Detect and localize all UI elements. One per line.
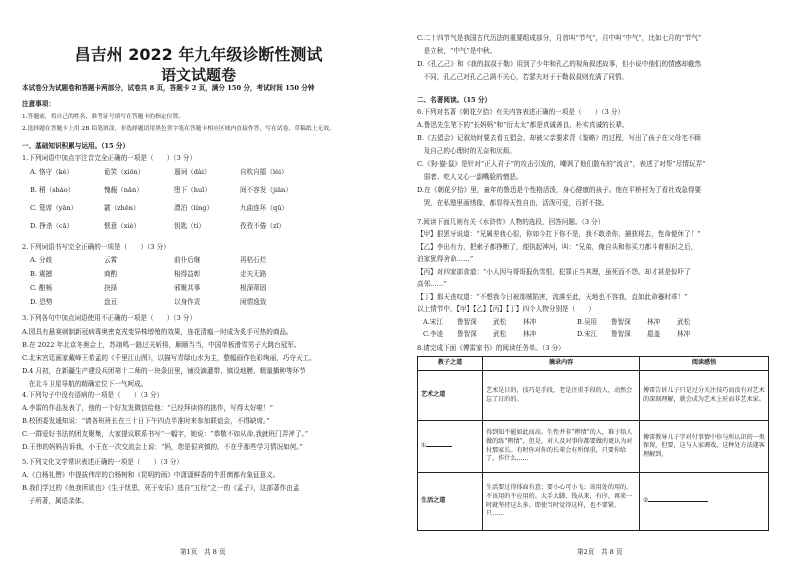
question-stem: 7.阅读下面几则有关《水浒传》人物的选段，回答问题。（3 分） <box>417 218 605 226</box>
text-line: B.校团委发通知说：“请各班班长在三十日下午四点半准时来参加联谊会，不得缺席。” <box>22 417 270 425</box>
option-cell: 鲁智深 <box>457 330 477 338</box>
text-line: D.王伟的妈妈告诉我，小王在一次交流会上说：“妈，您是很宾慎的，不在乎那些学习情况如何。” <box>22 443 303 451</box>
question-stem: 4.下列句子中没有语病的一项是（ ）（3 分） <box>22 391 164 399</box>
option-cell: 武松 <box>677 318 691 326</box>
option-cell: A.宋江 <box>423 318 444 326</box>
text-line: 不同，孔乙己对孔乙己满不关心，若瑟夫对于于勒叔叔则充满了同情。 <box>417 73 628 81</box>
text-line: 【丙】对四家部食道：“小人因与哥哥报仇雪恨，犯罪正当其理，虽死而不怨。却才甚是惊吓了 <box>417 267 691 276</box>
page-footer: 第2页 共 8 页 <box>577 548 623 556</box>
option-cell: A. 恪守（kè） <box>30 168 74 176</box>
text-line: 弱者、吃人又心一副嘴脸的憎恶。 <box>417 173 523 181</box>
text-line: 及自己的心理时的无奈和厌烦。 <box>417 147 516 155</box>
option-cell: 诡笑（xiōn） <box>104 168 145 176</box>
table-header-row <box>418 357 769 371</box>
text-line: 在北斗卫星导航的精确定位下一气呵成。 <box>22 380 148 388</box>
option-cell: 走夫无路 <box>240 270 267 278</box>
excerpt-cell: 生活要过得体面有意；要小心可小飞；该用处的用的，不该用的不应用的。大手大脚，钱从来，有序，再来一时就坚持这么多。即使当时觉得这样，也不要紧，只…… <box>483 473 640 531</box>
text-line: 哭，在私塾里画绣像，都显得天性自由，活泼可爱，百折不挠。 <box>417 199 609 207</box>
option-cell: 间不容发（jiān） <box>240 186 292 194</box>
notice-item: 2.选择题在答题卡上用 2B 铅笔填涂，非选择题请用黑色签字笔在答题卡相应区域内直接作答，写在试卷、草稿纸上无效。 <box>22 126 335 132</box>
option-cell: 商酌 <box>104 270 118 278</box>
text-line: D.在《朝花夕拾》里，童年的鲁迅是个性格活泼，身心健康的孩子。他在平桥村为了看社戏急得要 <box>417 186 702 194</box>
text-line: A.鲁迅先生笔下的“长妈妈”和“衍太太”都是真诚善良、朴实真诚的长辈。 <box>417 121 629 129</box>
question-stem: 1.下列词语中加点字注音完全正确的一项是（ ）（3 分） <box>22 154 197 162</box>
option-cell: 盘亘 <box>104 298 118 306</box>
text-line: D.《孔乙己》和《我的叔叔于勒》用到了少年和孔乙的视角叙述故事，但小说中他们的情感却截然 <box>417 60 702 68</box>
option-cell: 钥匙（tí） <box>174 222 206 230</box>
table-row <box>418 421 769 473</box>
text-line: B.《五猖会》记叙幼时要去看五猖会，却被父亲要求背《鉴略》的过程，写出了孩子在父母宅不顾 <box>417 134 701 142</box>
text-line: 泊家犹得舍命……” <box>417 255 474 263</box>
option-cell: D.宋江 <box>577 330 598 338</box>
right-page <box>397 0 794 561</box>
option-cell: 自吹自擂（lèi） <box>240 168 288 176</box>
text-line: 高邻……” <box>417 280 447 288</box>
answer-blank-1[interactable]: ① <box>418 421 483 473</box>
option-cell: 鲁智深 <box>457 318 477 326</box>
option-cell: B. 震撼 <box>30 270 53 278</box>
option-cell: 鲁智深 <box>611 330 631 338</box>
exam-title: 昌吉州 2022 年九年级诊断性测试 <box>74 45 323 64</box>
section-heading: 二、名著阅读。（15 分） <box>417 96 492 104</box>
insight-cell: 傅雷教导儿子学对付事情中你与所认识的一类保留，但要，这与人家调戏，这种处方法遂客理解到。 <box>640 421 769 473</box>
option-cell: 漂泊（líng） <box>174 204 214 212</box>
option-cell: 林冲 <box>523 318 537 326</box>
option-cell: D. 恐势 <box>30 298 53 306</box>
text-line: 是立秋，“中气”是中秋。 <box>417 47 497 55</box>
option-cell: B. 稍（shào） <box>30 186 75 194</box>
option-cell: 堕下（huī） <box>174 186 211 194</box>
text-line: 【丁】那天丧叹道：“不想我今日被那贼陷害，流落至此，天地也不容我，直如此命蹇时乖！” <box>417 292 688 301</box>
exam-subtitle: 语文试题卷 <box>160 66 236 84</box>
option-cell: 以身作责 <box>174 298 201 306</box>
text-line: C.一群爱好书法的团友聚集，大家提议联系书写“一幅字，她说：“恭敬不如从命,我就班门弄斧了。” <box>22 430 309 438</box>
text-line: 子所著，属语录体。 <box>22 497 88 505</box>
exam-info: 本试卷分为试题卷和答题卡两部分，试卷共 8 页，答题卡 2 页，满分 150 分，考试时间 150 分钟 <box>22 84 315 92</box>
section-heading: 一、基础知识积累与运用。（15 分） <box>22 142 130 150</box>
notice-heading: 注意事项： <box>22 100 55 108</box>
row-label: 艺术之道 <box>418 371 483 421</box>
option-cell: B.吴用 <box>577 318 598 326</box>
text-line: C.二十四节气是我国古代历法的重要组成部分，月首叫“节气”，月中叫“中气”，比如七月的“节气” <box>417 34 702 42</box>
table-header: 教子之道 <box>418 357 483 371</box>
option-cell: 抉择 <box>104 284 118 292</box>
excerpt-cell: 得到知不能如此而高。生性并非“辨情”的人，难于给人做的练“辨情”，但是，对人及对事你都要做的更认为对付那家长。有时你对你的长辈会有所保重，只要你给了，作什么…… <box>483 421 640 473</box>
option-cell: 惬意（xiè） <box>104 222 141 230</box>
table-row <box>418 371 769 421</box>
option-cell: A. 分歧 <box>30 256 53 264</box>
option-cell: 前仆后继 <box>174 256 201 264</box>
text-line: C.《狗·猫·鼠》是针对“正人君子”的攻击引发的，嘲讽了他们散布的“流言”，表述了对帮“尽情玩弄” <box>417 160 706 168</box>
option-cell: C. 筵席（yān） <box>30 204 78 212</box>
text-line: 【乙】李出有力，把索子都挣断了，便执起神河，叫：“兄弟，俺自头和你买刀都斗着相识之后， <box>417 242 698 251</box>
option-cell: 林冲 <box>523 330 537 338</box>
option-cell: 武松 <box>493 318 507 326</box>
question-stem: 2.下列词语书写完全正确的一项是（ ）（3 分） <box>22 243 170 251</box>
page-footer: 第1页 共 8 页 <box>180 548 226 556</box>
option-cell: 鲁智深 <box>611 318 631 326</box>
option-cell: 相得益彰 <box>174 270 201 278</box>
text-line: C.北宋宫廷画家戴峰王希孟的《千里江山图》，以描写青绿山水为主，整幅画作色彩绚丽，巧夺天工。 <box>22 354 316 362</box>
option-cell: 林冲 <box>677 330 691 338</box>
option-cell: 愧赧（nǎn） <box>104 186 143 194</box>
option-cell: 霰（zhēn） <box>104 204 140 212</box>
option-cell: 孜孜不倦（zī） <box>240 222 286 230</box>
question-stem: 8.请完成下面《傅雷家书》的阅读任务单。（3 分） <box>417 344 565 352</box>
row-label: 生活之道 <box>418 473 483 531</box>
option-cell: 云霄 <box>104 256 118 264</box>
option-cell: 遏词（dài） <box>174 168 211 176</box>
option-cell: 扈盖 <box>647 330 661 338</box>
table-header: 摘录内容 <box>483 357 640 371</box>
question-stem: 3.下列各句中加点词语使用不正确的一项是（ ）（3 分） <box>22 314 197 322</box>
text-line: B.我们学过的《鱼我所欲也》《生于忧患，死于安乐》选自“五经”之一的《孟子》，这部著作由孟 <box>22 484 300 492</box>
answer-blank-2[interactable]: ② <box>640 473 769 531</box>
option-cell: 再枯石烂 <box>240 256 267 264</box>
text-line: A.园具有悬赛刺制新冠病毒奥密克戎变异株增殖的效果，连花清瘟一时成为炙手可热的商品。 <box>22 328 293 336</box>
option-cell: 林冲 <box>647 318 661 326</box>
text-line: A.李雷的作品发表了，他的一个好友发微信给他：“已经拜读你的拙作，写得太好啦！” <box>22 404 273 412</box>
notice-item: 1.答题前，将自己的姓名、准考证号填写在答题卡的指定位置。 <box>22 114 185 120</box>
option-cell: C. 酣畅 <box>30 284 53 292</box>
option-cell: C.李逵 <box>423 330 444 338</box>
question-stem: 6.下列对名著《朝花夕拾》有关内容表述正确的一项是（ ）（3 分） <box>417 108 625 116</box>
text-line: 【甲】狠罢牙说道：“兄属差我心很，你如今扛下你不是，我不敢杀你，捕获将去，性命便休了！” <box>417 230 701 238</box>
text-line: 以上情节中，【甲】【乙】【丙】【丁】四个人物分别是（ ） <box>417 305 596 313</box>
table-row <box>418 473 769 531</box>
text-line: B.在 2022 年北京冬奥会上，苏翊鸣一路过关斩将，顺顺当当，中国单板滑雪男子大跳台冠军。 <box>22 341 301 349</box>
option-cell: 邪聚共事 <box>174 284 201 292</box>
question-stem: 5.下列文化文学常识表述正确的一项是（ ）（3 分） <box>22 458 183 466</box>
option-cell: 根深蒂固 <box>240 284 267 292</box>
insight-cell: 傅雷告诉儿子只是过分关注技巧而没有对艺术的深刻理解，就会成为艺术上匠而非艺术家。 <box>640 371 769 421</box>
text-line: A.《白杨礼赞》中提拔伟岸的白杨树和《昆明的雨》中潇潇鲜香的牛肝菌都有象征意义。 <box>22 471 280 479</box>
reading-task-table <box>417 356 769 531</box>
option-cell: 武松 <box>493 330 507 338</box>
option-cell: 闲情逸致 <box>240 298 267 306</box>
excerpt-cell: 艺术是目的，技巧是手段，老是注重手段的人，动然会忘了目的的。 <box>483 371 640 421</box>
text-line: D.4 月初，在新疆生产建设兵团第十二师的一块条田里，铺设滴灌带、镇设地膜、精量播种等环节 <box>22 367 306 375</box>
table-header: 阅读感悟 <box>640 357 769 371</box>
option-cell: D. 挣杀（cā） <box>30 222 74 230</box>
option-cell: 九曲连环（qū） <box>240 204 289 212</box>
